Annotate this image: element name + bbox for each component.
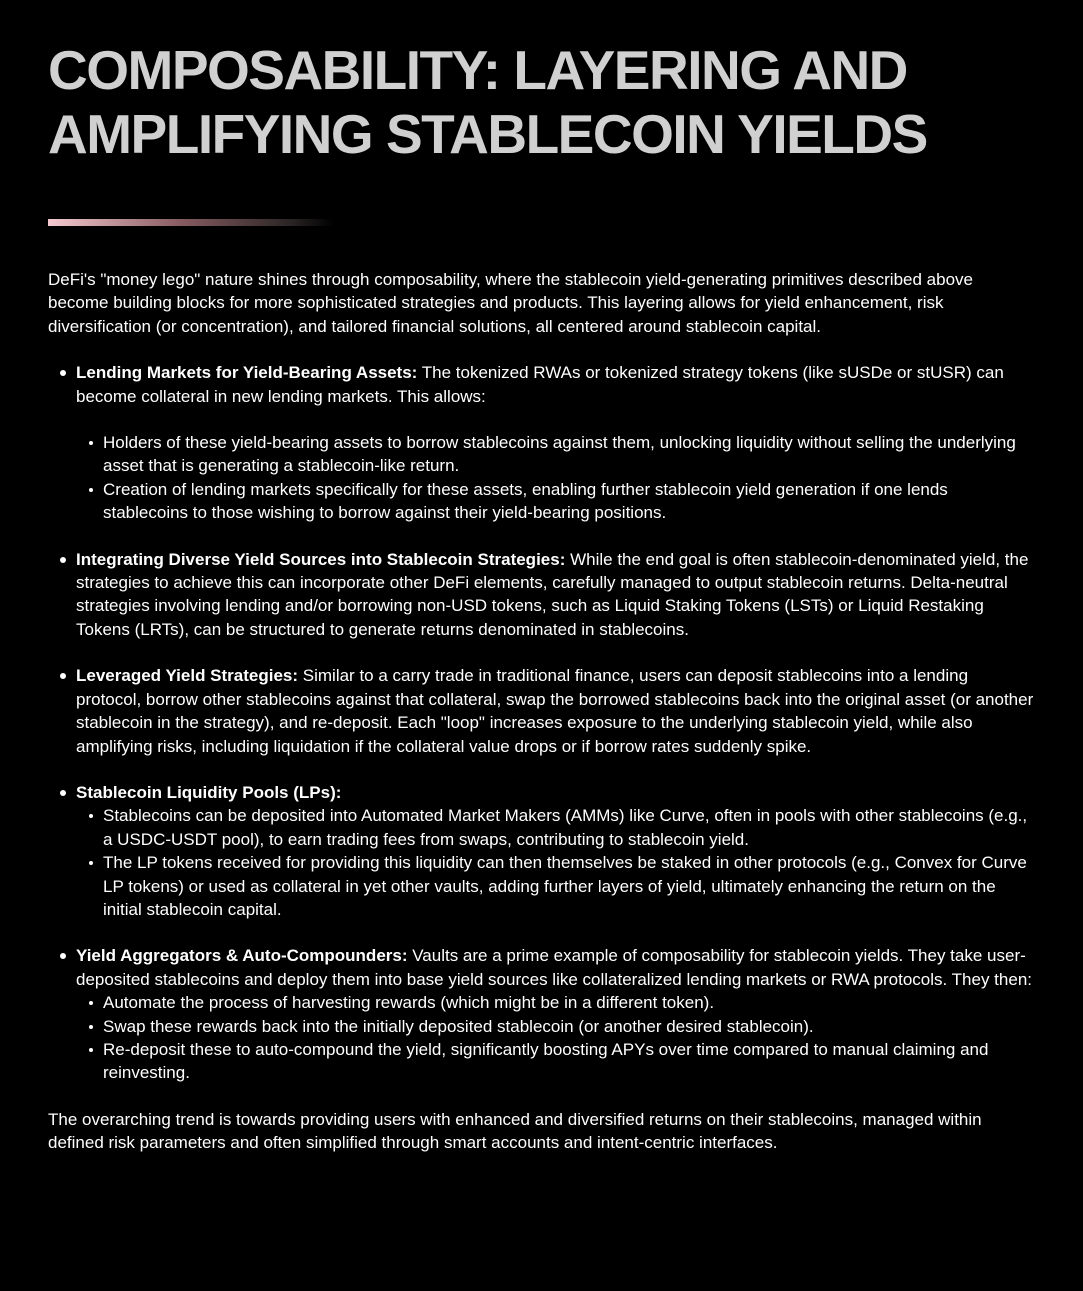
sub-list: [76, 991, 1035, 1085]
sub-list-item: Re-deposit these to auto-compound the yield, significantly boosting APYs over time compared to manual claiming and reinvesting.: [103, 1038, 1035, 1085]
sub-list-item: Automate the process of harvesting rewards (which might be in a different token).: [103, 991, 1035, 1014]
sub-list-item: Swap these rewards back into the initially deposited stablecoin (or another desired stablecoin).: [103, 1015, 1035, 1038]
list-item: [76, 664, 1035, 758]
list-item-heading: Lending Markets for Yield-Bearing Assets:: [76, 363, 418, 383]
list-item-heading: Yield Aggregators & Auto-Compounders:: [76, 946, 408, 966]
title-accent-divider: [48, 219, 334, 226]
sub-list-item: Stablecoins can be deposited into Automated Market Makers (AMMs) like Curve, often in pools with other stablecoins (e.g., a USDC-USDT pool), to earn trading fees from swaps, contributing to stablecoin yield.: [103, 804, 1035, 851]
sub-list-item: Holders of these yield-bearing assets to borrow stablecoins against them, unlocking liquidity without selling the underlying asset that is generating a stablecoin-like return.: [103, 431, 1035, 478]
sub-list-item: The LP tokens received for providing this liquidity can then themselves be staked in other protocols (e.g., Convex for Curve LP tokens) or used as collateral in yet other vaults, adding further layers of yield, ultimately enhancing the return on the initial stablecoin capital.: [103, 851, 1035, 921]
list-item: [76, 548, 1035, 642]
list-item: [76, 361, 1035, 524]
sub-list: [76, 804, 1035, 921]
list-item-text: Similar to a carry trade in traditional finance, users can deposit stablecoins into a lending protocol, borrow other stablecoins against that collateral, swap the borrowed stablecoins back into the original asset (or another stablecoin in the strategy), and re-deposit. Each "loop" increases exposure to the underlying stablecoin yield, while also amplifying risks, including liquidation if the collateral value drops or if borrow rates suddenly spike.: [76, 666, 1034, 756]
closing-paragraph: The overarching trend is towards providing users with enhanced and diversified returns on their stablecoins, managed within defined risk parameters and often simplified through smart accounts and intent-centric interfaces.: [48, 1109, 982, 1153]
list-item-heading: Leveraged Yield Strategies:: [76, 666, 299, 686]
list-item-text: The tokenized RWAs or tokenized strategy tokens (like sUSDe or stUSR) can become collateral in new lending markets. This allows:: [76, 363, 1004, 406]
list-item: [76, 944, 1035, 1084]
intro-paragraph: DeFi's "money lego" nature shines through composability, where the stablecoin yield-generating primitives described above become building blocks for more sophisticated strategies and products. This layering allows for yield enhancement, risk diversification (or concentration), and tailored financial solutions, all centered around stablecoin capital.: [48, 270, 973, 336]
page-title: COMPOSABILITY: LAYERING AND AMPLIFYING STABLECOIN YIELDS: [48, 39, 927, 165]
sub-list: [76, 431, 1035, 525]
strategy-list: [48, 361, 1035, 1085]
sub-list-item: Creation of lending markets specifically for these assets, enabling further stablecoin yield generation if one lends stablecoins to those wishing to borrow against their yield-bearing positions.: [103, 478, 1035, 525]
list-item-heading: Integrating Diverse Yield Sources into Stablecoin Strategies:: [76, 549, 566, 569]
list-item-text: Vaults are a prime example of composability for stablecoin yields. They take user-deposited stablecoins and deploy them into base yield sources like collateralized lending markets or RWA protocols. They then:: [76, 946, 1032, 989]
article-body: [48, 268, 1035, 1155]
list-item: [76, 781, 1035, 921]
list-item-text: While the end goal is often stablecoin-denominated yield, the strategies to achieve this can incorporate other DeFi elements, carefully managed to output stablecoin returns. Delta-neutral strategies involving lending and/or borrowing non-USD tokens, such as Liquid Staking Tokens (LSTs) or Liquid Restaking Tokens (LRTs), can be structured to generate returns denominated in stablecoins.: [76, 549, 1029, 639]
list-item-heading: Stablecoin Liquidity Pools (LPs):: [76, 782, 342, 802]
